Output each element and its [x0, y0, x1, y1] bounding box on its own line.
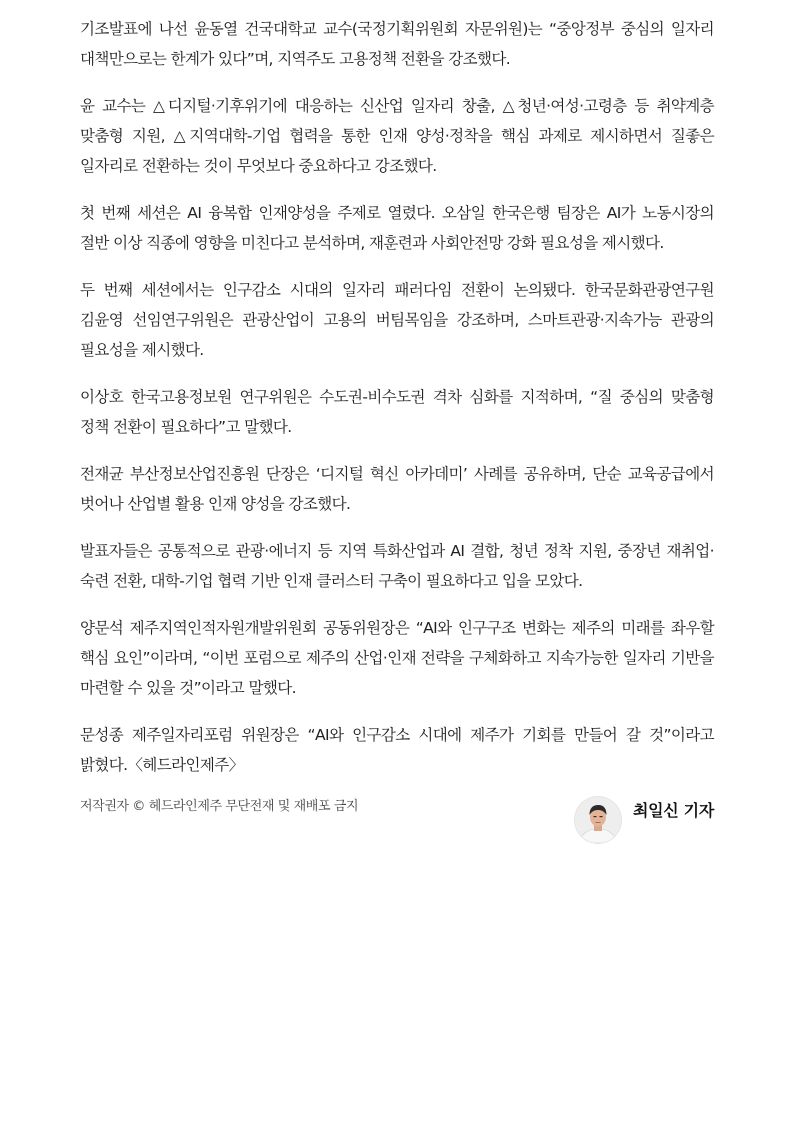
article-paragraph: 두 번째 세션에서는 인구감소 시대의 일자리 패러다임 전환이 논의됐다. 한국문화관광연구원 김윤영 선임연구위원은 관광산업이 고용의 버팀목임을 강조하며, 스마트관광·지속가능 관광의 필요성을 제시했다.: [80, 281, 714, 359]
article-paragraph: 기조발표에 나선 윤동열 건국대학교 교수(국정기획위원회 자문위원)는 “중앙정부 중심의 일자리 대책만으로는 한계가 있다”며, 지역주도 고용정책 전환을 강조했다.: [80, 20, 714, 68]
article-paragraph: 첫 번째 세션은 AI 융복합 인재양성을 주제로 열렸다. 오삼일 한국은행 팀장은 AI가 노동시장의 절반 이상 직종에 영향을 미친다고 분석하며, 재훈련과 사회안전망 강화 필요성을 제시했다.: [80, 204, 714, 252]
article-paragraph: 문성종 제주일자리포럼 위원장은 “AI와 인구감소 시대에 제주가 기회를 만들어 갈 것”이라고 밝혔다.〈헤드라인제주〉: [80, 726, 714, 774]
article-paragraph: 윤 교수는 △디지털·기후위기에 대응하는 신산업 일자리 창출, △청년·여성·고령층 등 취약계층 맞춤형 지원, △지역대학-기업 협력을 통한 인재 양성·정착을 핵심 과제로 제시하면서 질좋은 일자리로 전환하는 것이 무엇보다 중요하다고 강조했다.: [80, 97, 714, 175]
article-paragraph: 양문석 제주지역인적자원개발위원회 공동위원장은 “AI와 인구구조 변화는 제주의 미래를 좌우할 핵심 요인”이라며, “이번 포럼으로 제주의 산업·인재 전략을 구체화하고 지속가능한 일자리 기반을 마련할 수 있을 것”이라고 말했다.: [80, 619, 714, 697]
copyright-notice: 저작권자 © 헤드라인제주 무단전재 및 재배포 금지: [80, 799, 359, 814]
reporter-name[interactable]: 최일신 기자: [632, 800, 714, 820]
reporter-avatar-icon[interactable]: [575, 797, 621, 843]
reporter-byline[interactable]: [575, 797, 714, 843]
reporter-photo-icon: [575, 797, 621, 843]
article-paragraph: 이상호 한국고용정보원 연구위원은 수도권-비수도권 격차 심화를 지적하며, “질 중심의 맞춤형 정책 전환이 필요하다”고 말했다.: [80, 388, 714, 436]
article-body: [80, 14, 714, 817]
article-paragraph: 발표자들은 공통적으로 관광·에너지 등 지역 특화산업과 AI 결합, 청년 정착 지원, 중장년 재취업·숙련 전환, 대학-기업 협력 기반 인재 클러스터 구축이 필요하다고 입을 모았다.: [80, 542, 714, 590]
article-paragraph: 전재균 부산정보산업진흥원 단장은 ‘디지털 혁신 아카데미’ 사례를 공유하며, 단순 교육공급에서 벗어나 산업별 활용 인재 양성을 강조했다.: [80, 465, 714, 513]
